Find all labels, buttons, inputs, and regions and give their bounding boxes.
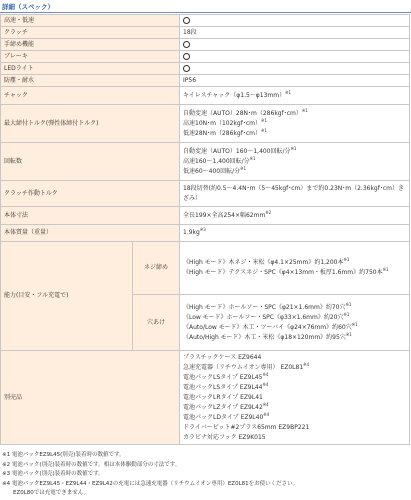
rpm-line: 低速60～400回転/分 (183, 167, 241, 175)
label-rpm: 回転数 (1, 143, 180, 181)
torque-line: 高速10N･m（102kgf･cm） (183, 119, 261, 127)
footnote-ref: ※1 (345, 331, 352, 337)
circle-mark-icon (183, 65, 190, 72)
label-drill: 穴あけ (133, 295, 180, 351)
footnote-ref: ※1 (290, 145, 297, 151)
screw-line: 《High モード》テクスネジ・SPC《φ4×13mm・板厚1.6mm》約750本 (183, 269, 383, 276)
row-accessories (1, 351, 410, 445)
label-dimensions: 本体寸法 (1, 207, 180, 225)
circle-mark-icon (183, 41, 190, 48)
label-accessories: 別売品 (1, 351, 180, 445)
row-dimensions (1, 207, 410, 225)
accessory-item: カラビナ対応フック EZ9K015 (183, 433, 266, 441)
row-speed-switch (1, 15, 410, 27)
label-led: LEDライト (1, 63, 180, 75)
row-waterproof (1, 75, 410, 87)
value-chuck: キイレスチャック（φ1.5～φ13mm） (183, 91, 286, 99)
footnote-ref: ※1 (343, 311, 350, 317)
footnote-ref: ※1 (249, 155, 256, 161)
label-torque: 最大締付トルク(弾性体締付トルク) (1, 105, 180, 143)
accessory-item: 電池パックLSタイプ EZ9L45 (183, 373, 263, 381)
footnote-ref: ※4 (262, 401, 269, 407)
label-speed-switch: 高速・低速 (1, 15, 180, 27)
footnote: ※3 電池パック(別売)装着時の数値です。 (2, 471, 104, 477)
accessory-item: 電池パックLZタイプ EZ9L42 (183, 403, 263, 411)
value-dimensions: 全長199×全高254×幅62mm (183, 211, 266, 219)
rpm-line: 自動変速（AUTO）160～1,400回転/分 (183, 147, 291, 155)
row-capacity-screw (1, 242, 410, 295)
footnote: EZ0L80では充電できません。 (13, 490, 90, 496)
label-capacity: 能力(目安・フル充電で) (1, 242, 133, 351)
footnote: ※4 電池パックEZ9L45・EZ9L44・EZ9L42の充電には急速充電器（リチウムイオン専用）EZ0L81をお使いください。 (2, 480, 299, 487)
drill-line: 《Low モード》ホールソー・SPC《φ33×1.6mm》約20穴 (183, 313, 344, 321)
drill-line: 《Auto/High モード》木工・米松《φ18×120mm》約95穴 (183, 333, 346, 341)
footnote: ※1 電池パックEZ9L45(別売)装着時の数値です。 (2, 452, 125, 458)
accessory-item: ドライバービット#2プラス65mm EZ9BP221 (183, 423, 310, 431)
footnote-ref: ※4 (262, 371, 269, 377)
label-chuck: チャック (1, 87, 180, 105)
section-title: 詳細（スペック） (2, 3, 54, 11)
footnote-ref: ※4 (263, 411, 270, 417)
title-divider (0, 12, 411, 13)
row-lock (1, 39, 410, 51)
drill-line: 《High モード》ホールソー・SPC《φ21×1.6mm》約70穴 (183, 303, 346, 311)
label-weight: 本体質量（重量） (1, 225, 180, 242)
accessory-item: 電池パックLSタイプ EZ9L44 (183, 383, 263, 391)
footnote-ref: ※1 (240, 165, 247, 171)
spec-table (0, 14, 410, 445)
row-chuck (1, 87, 410, 105)
row-clutch (1, 27, 410, 39)
value-waterproof: IP56 (180, 75, 410, 87)
accessory-item: 電池パックLRタイプ EZ9L41 (183, 393, 263, 401)
rpm-line: 高速160～1,400回転/分 (183, 157, 250, 165)
footnote-ref: ※1 (345, 301, 352, 307)
label-lock: 手締め機能 (1, 39, 180, 51)
accessory-item: 電池パックLDタイプ EZ9L40 (183, 413, 264, 421)
torque-line: 自動変速（AUTO）28N･m（286kgf･cm） (183, 109, 302, 117)
footnote-ref: ※1 (343, 257, 350, 262)
row-weight (1, 225, 410, 242)
footnote-ref: ※4 (303, 361, 310, 367)
value-clutch-torque: 18段切替(約0.5～4.4N･m（5～45kgf･cm）まで約0.23N･m（2.36kgf･cm）きざみ） (180, 181, 410, 207)
footnotes (2, 451, 407, 499)
value-weight: 1.9kg (183, 229, 200, 236)
footnote-ref: ※2 (265, 209, 272, 215)
footnote-ref: ※1 (301, 107, 308, 113)
footnote-ref: ※1 (260, 127, 267, 133)
drill-line: 《Auto/Low モード》木工・ツーバイ《φ24×76mm》約60穴 (183, 323, 352, 331)
label-screw: ネジ締め (133, 242, 180, 295)
label-brake: ブレーキ (1, 51, 180, 63)
footnote-ref: ※1 (260, 117, 267, 123)
accessory-item: プラスチックケース EZ9644 (183, 353, 262, 361)
value-clutch: 18段 (180, 27, 410, 39)
label-clutch-torque: クラッチ作動トルク (1, 181, 180, 207)
footnote: ※2 電池パック(別売)装着時の数値です。相は本体駆動部分の寸法です。 (2, 461, 181, 468)
row-rpm (1, 143, 410, 181)
row-clutch-torque (1, 181, 410, 207)
circle-mark-icon (183, 17, 190, 24)
label-clutch: クラッチ (1, 27, 180, 39)
accessory-item: 急速充電器（リチウムイオン専用） EZ0L81 (183, 363, 304, 371)
footnote-ref: ※1 (382, 267, 389, 272)
footnote-ref: ※4 (262, 381, 269, 387)
row-led (1, 63, 410, 75)
row-torque (1, 105, 410, 143)
row-brake (1, 51, 410, 63)
torque-line: 低速28N･m（286kgf･cm） (183, 129, 261, 137)
label-waterproof: 防塵・耐水 (1, 75, 180, 87)
footnote-ref: ※3 (199, 227, 206, 232)
screw-line: 《High モード》木ネジ・米松《φ4.1×25mm》約1,200本 (183, 259, 344, 266)
circle-mark-icon (183, 53, 190, 60)
footnote-ref: ※1 (285, 89, 291, 95)
footnote-ref: ※1 (351, 321, 358, 327)
